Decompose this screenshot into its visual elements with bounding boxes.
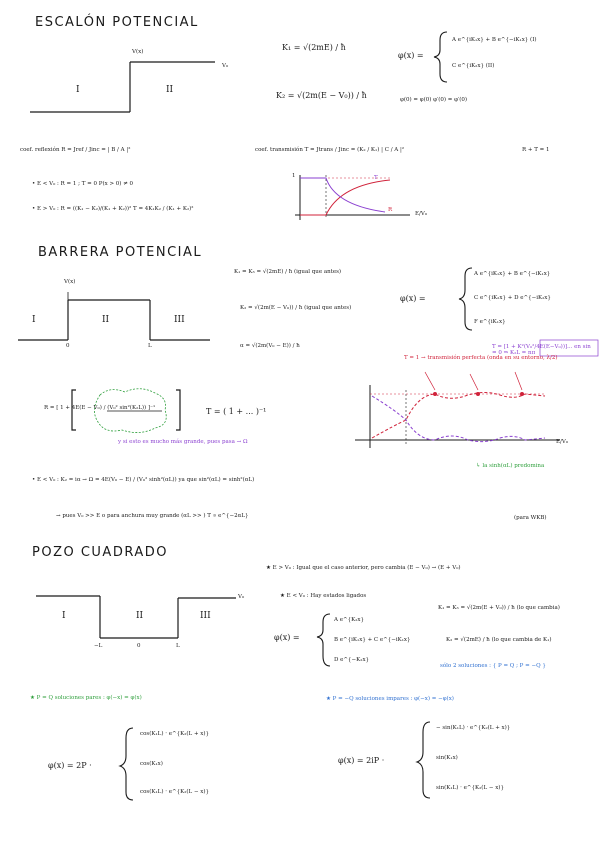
well-symmetry: sólo 2 soluciones : { P = Q ; P = −Q } [440,663,546,669]
well-region-3: III [200,611,211,621]
step-continuity: φ(0) = φ(0) φ′(0) = φ′(0) [400,97,468,103]
step-k2: K₂ = √(2m(E − V₀)) / ħ [276,91,367,100]
barrier-phi-3: F e^{iK₁x} [474,319,506,325]
barrier-region-3: III [174,315,185,325]
well-even-3: cos(K₁L) · e^{K₂(L − x)} [140,789,210,795]
barrier-tunnel: • E < V₀ : K₂ = iα → Ω = 4E(V₀ − E) / (V₀² sinh²(αL)) ya que sin²(αL) = sinh²(αL) [32,477,255,483]
well-odd-2: sin(K₁x) [436,755,458,761]
barrier-region-2: II [102,315,110,325]
barrier-tunnel-note: ↳ la sinh(αL) predomina [476,463,545,469]
well-phi-3: D e^{−K₂x} [334,657,370,663]
step-plot-x: E/V₀ [415,211,428,217]
barrier-r-formula: R = [ 1 + 4E(E − V₀) / (V₀² sin²(K₂L)) ]⁻¹ [44,405,156,411]
step-case-above: • E > V₀ : R = ((K₁ − K₂)/(K₁ + K₂))² T = 4K₁K₂ / (K₁ + K₂)² [32,206,194,212]
section-title-barrera: BARRERA POTENCIAL [38,245,203,260]
section-title-escalon: ESCALÓN POTENCIAL [35,15,199,30]
well-x-neg: −L [94,643,103,649]
well-even-2: cos(K₁x) [140,761,163,767]
step-rt-plot [295,175,410,220]
step-region-1: I [76,85,80,95]
barrier-t-formula: T = ( 1 + ... )⁻¹ [206,407,267,416]
well-region-1: I [62,611,66,621]
step-v0: V₀ [222,63,229,69]
well-even-1: cos(K₁L) · e^{K₂(L + x)} [140,731,210,737]
step-phi-2: C e^{iK₂x} (II) [452,63,495,69]
well-case-below: ★ E < V₀ : Hay estados ligados [280,593,367,599]
well-phi-label: φ(x) = [274,633,300,642]
barrier-phi-2: C e^{iK₂x} + D e^{−iK₂x} [474,295,551,301]
step-transmision: coef. transmisión T = Jtrans / Jinc = (K₂ / K₁) | C / A |² [255,147,405,153]
step-case-below: • E < V₀ : R = 1 ; T = 0 P(x > 0) ≠ 0 [32,181,134,187]
barrier-alpha: α = √(2m(V₀ − E)) / ħ [240,343,300,349]
step-region-2: II [166,85,174,95]
step-plot-r: R [388,207,393,213]
barrier-red-note: T = 1 → transmisión perfecta (onda en su entorno, λ/2) [404,355,558,361]
well-v0: V₀ [238,594,245,600]
well-k2: K₂ = √(2mE) / ħ (lo que cambia de K₁) [446,637,552,643]
well-odd-heading: ★ P = −Q soluciones impares : φ(−x) = −φ(x) [326,696,454,702]
step-k1: K₁ = √(2mE) / ħ [282,43,346,52]
well-phi-1: A e^{K₂x} [334,617,364,623]
step-potential-diagram [30,62,215,112]
well-k1: K₁ = K₃ = √(2m(E + V₀)) / ħ (lo que cambia) [438,605,560,611]
barrier-plot-x: E/V₀ [556,439,569,445]
step-phi-label: φ(x) = [398,51,424,60]
step-reflexion: coef. reflexión R = Jref / Jinc = | B / A |² [20,147,131,153]
well-case-above: ★ E > V₀ : Igual que el caso anterior, pero cambia (E − V₀) → (E + V₀) [266,565,461,571]
well-odd-3: sin(K₁L) · e^{K₂(L − x)} [436,785,504,791]
well-even-label: φ(x) = 2P · [48,761,92,770]
section-title-pozo: POZO CUADRADO [32,545,168,560]
step-rt-sum: R + T = 1 [522,147,550,153]
well-xl: L [176,643,180,649]
barrier-region-1: I [32,315,36,325]
barrier-x0: 0 [66,343,70,349]
step-plot-y1: 1 [292,173,296,179]
well-x0: 0 [137,643,141,649]
well-odd-1: − sin(K₁L) · e^{K₂(L + x)} [436,725,511,731]
step-phi-1: A e^{iK₁x} + B e^{−iK₁x} (I) [452,37,537,43]
barrier-green-note: y si esto es mucho más grande, pues pasa → Ω [118,439,248,445]
barrier-tunnel-note2: → pues V₀ >> E o para anchura muy grande (αL >> ) T ∝ e^{−2αL} [56,513,249,519]
well-odd-label: φ(x) = 2iP · [338,756,385,765]
step-v-label: V(x) [132,49,144,55]
barrier-k2: K₂ = √(2m(E − V₀)) / ħ (igual que antes) [240,305,352,311]
well-region-2: II [136,611,144,621]
barrier-wkb-tag: (para WKB) [514,515,547,521]
barrier-k1: K₁ = K₃ = √(2mE) / ħ (igual que antes) [234,269,342,275]
well-even-heading: ★ P = Q soluciones pares : φ(−x) = φ(x) [30,695,142,701]
barrier-phi-1: A e^{iK₁x} + B e^{−iK₁x} [474,271,551,277]
barrier-xl: L [148,343,152,349]
well-phi-2: B e^{iK₁x} + C e^{−iK₁x} [334,637,411,643]
barrier-purple-note: T = [1 + K²(V₀²/4E(E−V₀))]... en sin = 0 ⇒ K₂L = nπ [492,344,591,356]
step-plot-t: T [374,175,378,181]
barrier-phi-label: φ(x) = [400,294,426,303]
barrier-v-label: V(x) [64,279,76,285]
